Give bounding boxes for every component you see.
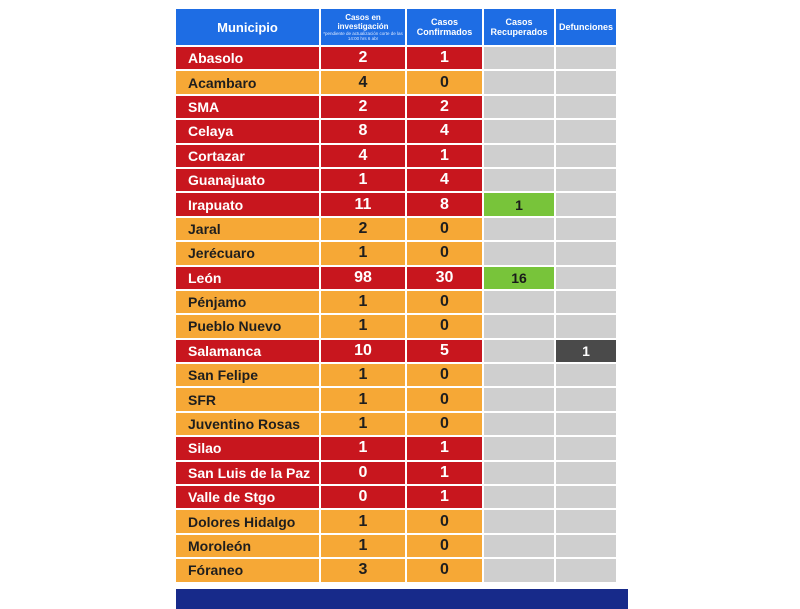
confirmados-cell: 0: [407, 535, 482, 557]
table-row: [176, 96, 616, 118]
table-row: [176, 267, 616, 289]
defunciones-cell: [556, 388, 616, 410]
table-row: [176, 535, 616, 557]
investigacion-cell: 2: [321, 47, 405, 69]
defunciones-cell: [556, 218, 616, 240]
recuperados-cell: [484, 510, 554, 532]
investigacion-cell: 1: [321, 510, 405, 532]
municipio-cell: San Felipe: [176, 364, 319, 386]
recuperados-cell: [484, 315, 554, 337]
table-row: [176, 169, 616, 191]
recuperados-cell: [484, 486, 554, 508]
header-investigacion-note: *pendiente de actualización corte de las 14:00 hrs 6 abr: [323, 31, 403, 41]
recuperados-cell: [484, 47, 554, 69]
confirmados-cell: 1: [407, 437, 482, 459]
table-row: [176, 193, 616, 215]
confirmados-cell: 0: [407, 510, 482, 532]
header-confirmados: [407, 9, 482, 45]
investigacion-cell: 1: [321, 413, 405, 435]
confirmados-cell: 2: [407, 96, 482, 118]
header-confirmados-line1: Casos: [430, 17, 458, 27]
recuperados-cell: [484, 340, 554, 362]
footer-bar: [176, 589, 628, 609]
table-header: [176, 9, 616, 45]
municipio-cell: Celaya: [176, 120, 319, 142]
recuperados-cell: 1: [484, 193, 554, 215]
defunciones-cell: [556, 510, 616, 532]
header-defunciones-label: Defunciones: [558, 22, 613, 32]
recuperados-cell: [484, 462, 554, 484]
defunciones-cell: [556, 193, 616, 215]
investigacion-cell: 10: [321, 340, 405, 362]
confirmados-cell: 8: [407, 193, 482, 215]
defunciones-cell: [556, 267, 616, 289]
defunciones-cell: [556, 291, 616, 313]
investigacion-cell: 0: [321, 462, 405, 484]
table-body: [176, 47, 616, 582]
table-row: [176, 120, 616, 142]
defunciones-cell: [556, 437, 616, 459]
investigacion-cell: 1: [321, 364, 405, 386]
header-investigacion-label: Casos en investigación: [337, 13, 389, 31]
confirmados-cell: 30: [407, 267, 482, 289]
municipio-cell: San Luis de la Paz: [176, 462, 319, 484]
municipio-cell: Juventino Rosas: [176, 413, 319, 435]
recuperados-cell: [484, 364, 554, 386]
confirmados-cell: 1: [407, 486, 482, 508]
investigacion-cell: 3: [321, 559, 405, 581]
defunciones-cell: [556, 145, 616, 167]
header-recuperados-line1: Casos: [505, 17, 533, 27]
recuperados-cell: [484, 535, 554, 557]
municipio-cell: Pénjamo: [176, 291, 319, 313]
defunciones-cell: [556, 462, 616, 484]
investigacion-cell: 0: [321, 486, 405, 508]
confirmados-cell: 0: [407, 71, 482, 93]
confirmados-cell: 0: [407, 364, 482, 386]
confirmados-cell: 0: [407, 291, 482, 313]
defunciones-cell: [556, 559, 616, 581]
municipio-cell: Guanajuato: [176, 169, 319, 191]
investigacion-cell: 98: [321, 267, 405, 289]
municipio-cell: Salamanca: [176, 340, 319, 362]
investigacion-cell: 1: [321, 242, 405, 264]
recuperados-cell: 16: [484, 267, 554, 289]
table-row: [176, 364, 616, 386]
table-row: [176, 47, 616, 69]
municipio-cell: Fóraneo: [176, 559, 319, 581]
defunciones-cell: [556, 486, 616, 508]
confirmados-cell: 0: [407, 559, 482, 581]
defunciones-cell: [556, 364, 616, 386]
municipio-cell: Silao: [176, 437, 319, 459]
defunciones-cell: [556, 413, 616, 435]
header-investigacion: [321, 9, 405, 45]
defunciones-cell: 1: [556, 340, 616, 362]
table-row: [176, 413, 616, 435]
municipio-cell: Irapuato: [176, 193, 319, 215]
header-recuperados: [484, 9, 554, 45]
table-row: [176, 388, 616, 410]
recuperados-cell: [484, 413, 554, 435]
recuperados-cell: [484, 120, 554, 142]
municipio-cell: Cortazar: [176, 145, 319, 167]
recuperados-cell: [484, 437, 554, 459]
municipio-cell: Acambaro: [176, 71, 319, 93]
municipio-cell: Jerécuaro: [176, 242, 319, 264]
municipio-cell: Jaral: [176, 218, 319, 240]
defunciones-cell: [556, 71, 616, 93]
confirmados-cell: 1: [407, 47, 482, 69]
table-row: [176, 437, 616, 459]
confirmados-cell: 1: [407, 462, 482, 484]
investigacion-cell: 2: [321, 218, 405, 240]
municipio-cell: Pueblo Nuevo: [176, 315, 319, 337]
confirmados-cell: 4: [407, 169, 482, 191]
investigacion-cell: 1: [321, 388, 405, 410]
municipio-cell: Valle de Stgo: [176, 486, 319, 508]
table-row: [176, 218, 616, 240]
defunciones-cell: [556, 242, 616, 264]
header-recuperados-line2: Recuperados: [490, 27, 548, 37]
header-municipio: Municipio: [176, 9, 319, 45]
defunciones-cell: [556, 169, 616, 191]
investigacion-cell: 8: [321, 120, 405, 142]
investigacion-cell: 1: [321, 437, 405, 459]
recuperados-cell: [484, 71, 554, 93]
recuperados-cell: [484, 291, 554, 313]
confirmados-cell: 0: [407, 315, 482, 337]
defunciones-cell: [556, 315, 616, 337]
table-row: [176, 242, 616, 264]
recuperados-cell: [484, 242, 554, 264]
table-row: [176, 486, 616, 508]
confirmados-cell: 0: [407, 242, 482, 264]
investigacion-cell: 11: [321, 193, 405, 215]
investigacion-cell: 1: [321, 291, 405, 313]
recuperados-cell: [484, 145, 554, 167]
confirmados-cell: 0: [407, 218, 482, 240]
investigacion-cell: 2: [321, 96, 405, 118]
confirmados-cell: 1: [407, 145, 482, 167]
table-row: [176, 510, 616, 532]
municipio-cell: Dolores Hidalgo: [176, 510, 319, 532]
recuperados-cell: [484, 218, 554, 240]
defunciones-cell: [556, 47, 616, 69]
investigacion-cell: 1: [321, 169, 405, 191]
covid-cases-table: [176, 9, 616, 584]
confirmados-cell: 5: [407, 340, 482, 362]
investigacion-cell: 1: [321, 315, 405, 337]
recuperados-cell: [484, 96, 554, 118]
confirmados-cell: 4: [407, 120, 482, 142]
table-row: [176, 315, 616, 337]
defunciones-cell: [556, 535, 616, 557]
table-row: [176, 462, 616, 484]
recuperados-cell: [484, 559, 554, 581]
municipio-cell: León: [176, 267, 319, 289]
confirmados-cell: 0: [407, 413, 482, 435]
recuperados-cell: [484, 169, 554, 191]
defunciones-cell: [556, 120, 616, 142]
investigacion-cell: 4: [321, 145, 405, 167]
municipio-cell: SMA: [176, 96, 319, 118]
header-confirmados-line2: Confirmados: [416, 27, 473, 37]
investigacion-cell: 1: [321, 535, 405, 557]
table-row: [176, 291, 616, 313]
header-defunciones: [556, 9, 616, 45]
municipio-cell: Moroleón: [176, 535, 319, 557]
confirmados-cell: 0: [407, 388, 482, 410]
municipio-cell: Abasolo: [176, 47, 319, 69]
municipio-cell: SFR: [176, 388, 319, 410]
defunciones-cell: [556, 96, 616, 118]
table-row: [176, 340, 616, 362]
investigacion-cell: 4: [321, 71, 405, 93]
table-row: [176, 145, 616, 167]
table-row: [176, 71, 616, 93]
recuperados-cell: [484, 388, 554, 410]
table-row: [176, 559, 616, 581]
